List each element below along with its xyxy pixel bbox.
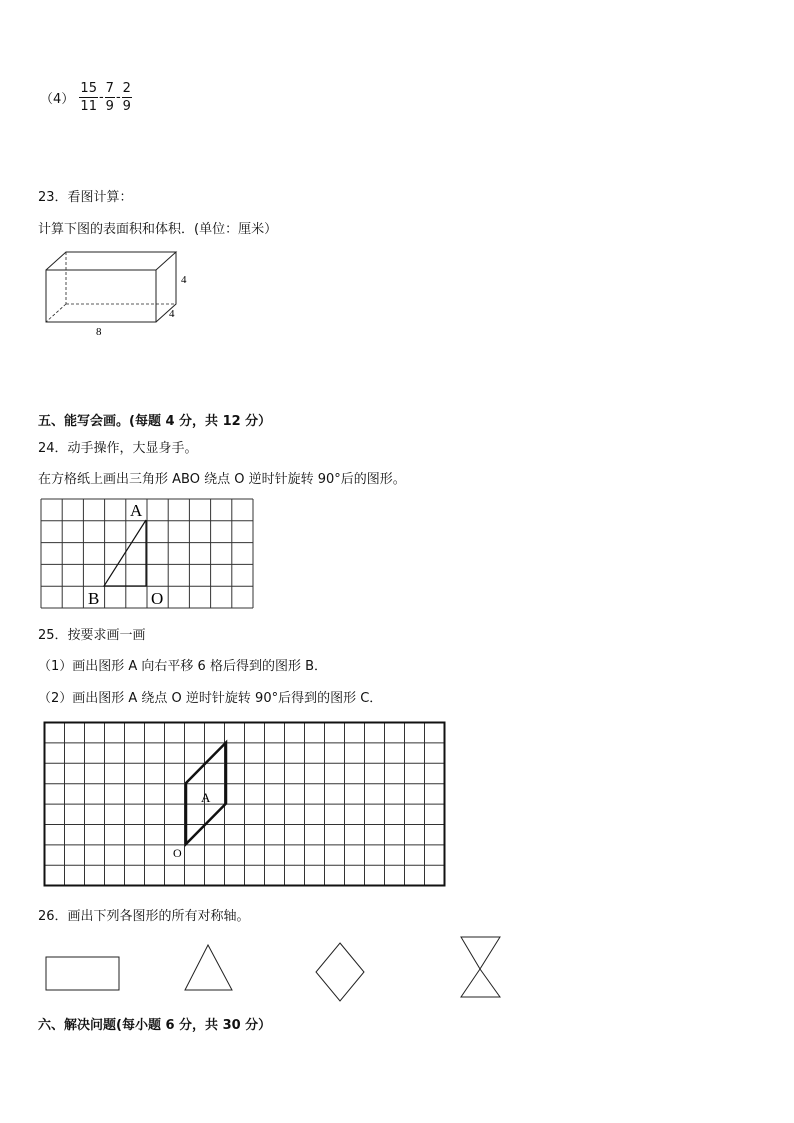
cuboid-figure [40, 246, 200, 341]
rectangle-shape [46, 957, 119, 990]
q25-item2: （2）画出图形 A 绕点 O 逆时针旋转 90°后得到的图形 C． [38, 691, 383, 706]
q24-title: 24．动手操作，大显身手。 [38, 441, 198, 456]
fraction-1-denominator: 11 [80, 99, 97, 114]
q23-title: 23．看图计算： [38, 190, 133, 205]
fraction-2-numerator: 7 [105, 81, 114, 96]
fraction-1 [79, 80, 98, 115]
triangle-shape [185, 945, 232, 990]
section6-title: 六、解决问题(每小题 6 分，共 30 分） [38, 1018, 272, 1033]
q24-instruction: 在方格纸上画出三角形 ABO 绕点 O 逆时针旋转 90°后的图形。 [38, 472, 406, 487]
fraction-3-numerator: 2 [122, 81, 131, 96]
section5-title: 五、能写会画。(每题 4 分，共 12 分） [38, 414, 272, 429]
q4-expression [40, 80, 133, 115]
label-o: O [151, 589, 164, 608]
q25-item1: （1）画出图形 A 向右平移 6 格后得到的图形 B． [38, 659, 328, 674]
fraction-2 [105, 80, 115, 115]
fraction-2-denominator: 9 [105, 99, 114, 114]
dim-height: 4 [181, 274, 187, 286]
diamond-shape [316, 943, 364, 1001]
label-shape-a: A [201, 790, 211, 805]
q4-label: （4） [40, 92, 75, 107]
fraction-3 [122, 80, 132, 115]
q25-title: 25．按要求画一画 [38, 628, 146, 643]
q25-grid-figure [42, 720, 448, 890]
operator-1: - [98, 90, 104, 105]
q25-grid [45, 723, 445, 886]
hourglass-shape [461, 937, 500, 997]
label-a: A [130, 501, 143, 520]
q23-instruction: 计算下图的表面积和体积．(单位：厘米） [38, 222, 278, 237]
q24-grid-figure [40, 498, 256, 610]
q26-title: 26．画出下列各图形的所有对称轴。 [38, 909, 250, 924]
label-origin-o: O [173, 846, 182, 860]
q24-grid [41, 499, 253, 608]
dim-width: 4 [169, 308, 175, 320]
fraction-3-denominator: 9 [122, 99, 131, 114]
operator-2: - [115, 90, 121, 105]
triangle-abo [104, 520, 146, 586]
fraction-1-numerator: 15 [80, 81, 97, 96]
label-b: B [88, 589, 100, 608]
dim-length: 8 [96, 326, 102, 338]
q26-shapes [40, 935, 510, 1003]
